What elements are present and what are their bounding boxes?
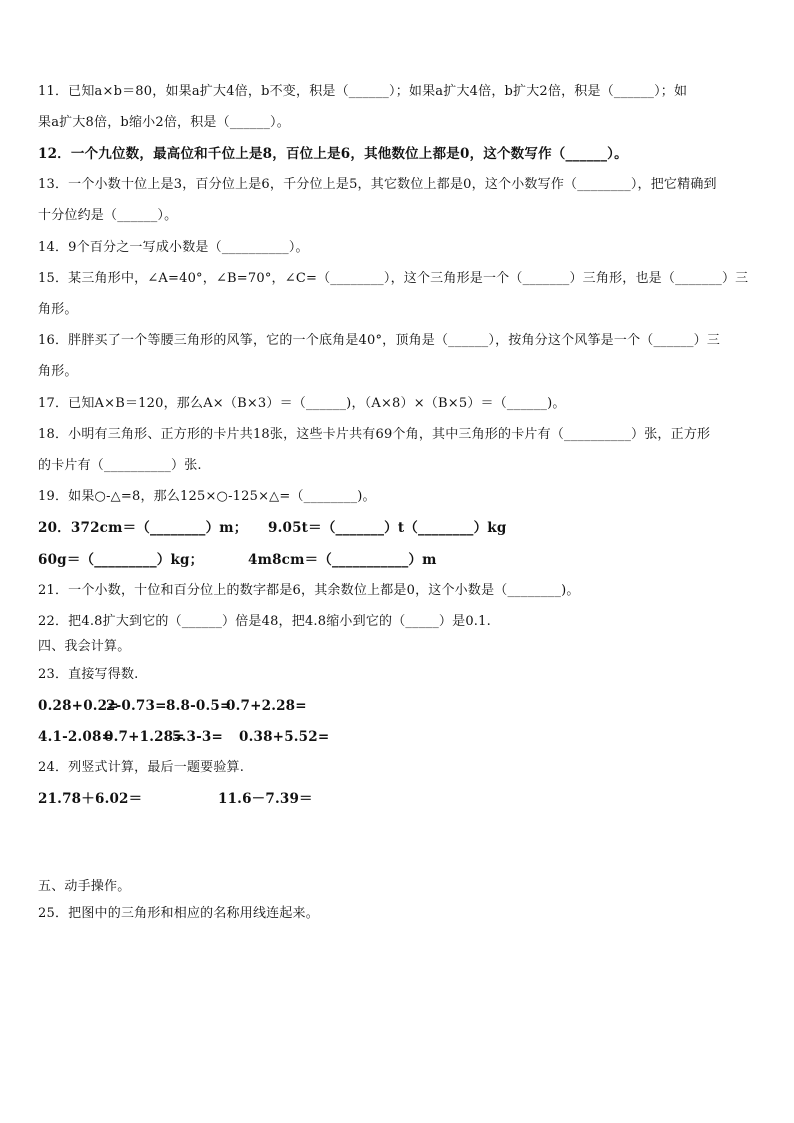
q20-part-a: 20．372cm＝（________）m； [38,520,248,536]
q11-line1: 11．已知a×b＝80，如果a扩大4倍，b不变，积是（______）；如果a扩大4倍，b扩大2倍，积是（______）；如 [38,84,688,99]
q16-line2: 角形。 [38,364,78,379]
q13-line1: 13．一个小数十位上是3，百分位上是6，千分位上是5，其它数位上都是0，这个小数写作（________），把它精确到 [38,177,717,192]
q20-row1 [38,520,758,536]
q24-row [38,791,758,807]
q18-line1: 18．小明有三角形、正方形的卡片共18张，这些卡片共有69个角，其中三角形的卡片有（__________）张，正方形 [38,427,711,442]
q23-calc: 4.1-2.08= [38,729,114,745]
q15-line2: 角形。 [38,302,78,317]
q22-line1: 22．把4.8扩大到它的（______）倍是48，把4.8缩小到它的（_____）是0.1. [38,614,491,629]
q23-row2 [38,729,758,745]
q20-part-c: 60g＝（_________）kg； [38,552,204,568]
q14-line1: 14．9个百分之一写成小数是（__________）。 [38,240,309,255]
q18-line2: 的卡片有（__________）张. [38,458,202,473]
q11-line2: 果a扩大8倍，b缩小2倍，积是（______）。 [38,115,290,130]
q23-calc: 8.8-0.5= [166,698,232,714]
q20-row2 [38,552,758,568]
q17-line1: 17．已知A×B＝120，那么A×（B×3）＝（______)，（A×8）×（B×5）＝（______)。 [38,396,566,411]
q12-line1: 12．一个九位数，最高位和千位上是8，百位上是6，其他数位上都是0，这个数写作（______）。 [38,146,628,162]
q23-calc: 2-0.73= [106,698,167,714]
q16-line1: 16．胖胖买了一个等腰三角形的风筝，它的一个底角是40°，顶角是（______），按角分这个风筝是一个（______）三 [38,333,721,348]
q19-line1: 19．如果○-△=8，那么125×○-125×△=（________)。 [38,489,376,504]
q23-calc: 0.7+2.28= [226,698,307,714]
section5-title: 五、动手操作。 [38,879,131,894]
q23-row1 [38,698,758,714]
q21-line1: 21．一个小数，十位和百分位上的数字都是6，其余数位上都是0，这个小数是（________)。 [38,583,580,598]
q23-title: 23．直接写得数. [38,667,139,682]
q15-line1: 15．某三角形中，∠A=40°，∠B=70°，∠C=（________），这个三角形是一个（_______）三角形，也是（_______）三 [38,271,749,286]
q23-calc: 0.7+1.28= [104,729,185,745]
q25-line1: 25．把图中的三角形和相应的名称用线连起来。 [38,906,319,921]
q20-part-d: 4m8cm＝（___________）m [248,552,437,568]
q23-calc: 5.3-3= [172,729,223,745]
q20-part-b: 9.05t＝（_______）t（________）kg [268,520,507,536]
q23-calc: 0.28+0.2= [38,698,119,714]
section4-title: 四、我会计算。 [38,639,131,654]
q13-line2: 十分位约是（______）。 [38,208,178,223]
q24-title: 24．列竖式计算，最后一题要验算. [38,760,245,775]
q23-calc: 0.38+5.52= [239,729,330,745]
q24-calc-a: 21.78＋6.02＝ [38,791,143,807]
q24-calc-b: 11.6－7.39＝ [218,791,313,807]
